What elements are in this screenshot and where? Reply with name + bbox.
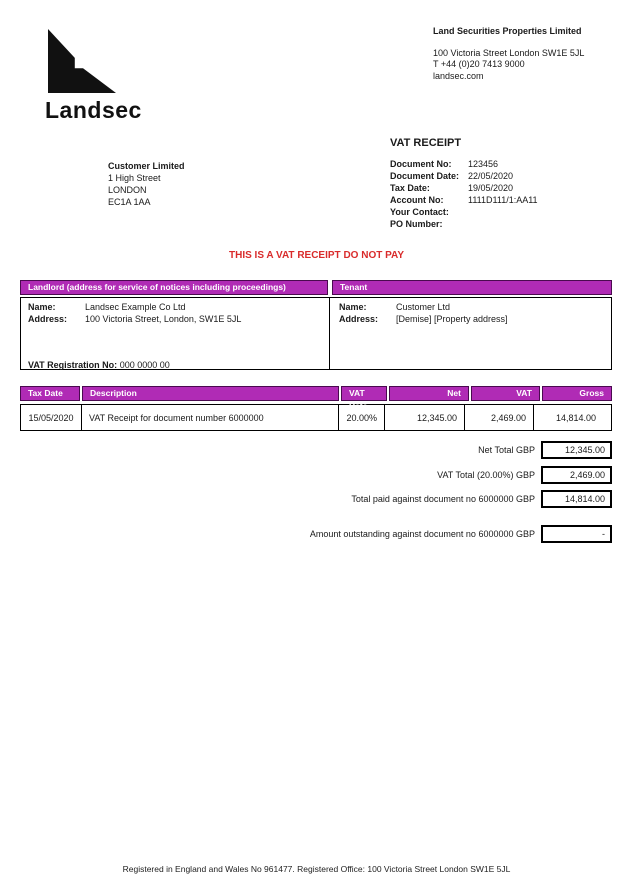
tenant-address-row (339, 313, 611, 325)
field-label: Account No: (390, 195, 444, 205)
table-row (20, 404, 612, 431)
total-paid-row (351, 490, 612, 508)
net-total-row (478, 441, 612, 459)
col-header-vat-rate: VAT Rate (341, 386, 387, 401)
landlord-address-row (28, 313, 329, 325)
tenant-name-row (339, 301, 611, 313)
vat-total-row (437, 466, 612, 484)
cell-vat-rate: 20.00% (338, 405, 384, 430)
col-header-gross: Gross (542, 386, 612, 401)
receipt-field-your-contact (390, 206, 538, 218)
landlord-name: Landsec Example Co Ltd (85, 302, 186, 312)
landsec-logo-icon (48, 29, 116, 93)
field-value: 19/05/2020 (468, 183, 514, 193)
receipt-field-po-number (390, 218, 538, 230)
receipt-field-account-no (390, 194, 538, 206)
company-info (433, 26, 584, 82)
receipt-meta (390, 137, 538, 230)
receipt-field-document-date (390, 170, 538, 182)
field-label: Tax Date: (390, 183, 430, 193)
cell-tax-date: 15/05/2020 (28, 412, 74, 423)
field-value: 1111D111/1:AA11 (468, 195, 538, 205)
parties-table-header (20, 280, 612, 295)
receipt-field-document-no (390, 158, 538, 170)
brand-wordmark: Landsec (45, 97, 142, 123)
col-header-net: Net (389, 386, 469, 401)
vat-registration-label: VAT Registration No: (28, 360, 118, 370)
company-website: landsec.com (433, 70, 484, 81)
cell-vat: 2,469.00 (464, 405, 533, 430)
registered-office-footer: Registered in England and Wales No 961477. Registered Office: 100 Victoria Street London SW1E 5JL (122, 864, 511, 874)
col-header-tax-date: Tax Date (20, 386, 80, 401)
amount-outstanding-label: Amount outstanding against document no 6000000 GBP (309, 529, 535, 539)
tenant-cell (330, 298, 611, 369)
line-items-header (20, 386, 612, 411)
col-header-vat: VAT (471, 386, 540, 401)
total-paid-value-box: 14,814.00 (541, 490, 612, 508)
net-total-value-box: 12,345.00 (541, 441, 612, 459)
total-paid-label: Total paid against document no 6000000 GBP (351, 494, 535, 504)
receipt-field-tax-date (390, 182, 538, 194)
company-name: Land Securities Properties Limited (433, 26, 582, 36)
field-label: Document No: (390, 159, 452, 169)
customer-city: LONDON (108, 185, 147, 195)
landlord-header-cell: Landlord (address for service of notices including proceedings) (20, 280, 328, 295)
totals-section (20, 441, 612, 551)
receipt-title: VAT RECEIPT (390, 137, 462, 149)
field-label: PO Number: (390, 219, 443, 229)
address-label: Address: (339, 314, 379, 324)
tenant-name: Customer Ltd (396, 302, 451, 312)
cell-gross: 14,814.00 (533, 405, 603, 430)
vat-registration-row (28, 360, 170, 370)
field-label: Document Date: (390, 171, 460, 181)
customer-address (108, 160, 185, 208)
name-label: Name: (28, 302, 56, 312)
parties-table (20, 280, 612, 370)
landlord-cell (21, 298, 330, 369)
cell-description: VAT Receipt for document number 6000000 (81, 405, 338, 430)
amount-outstanding-row (310, 525, 612, 543)
field-value: 123456 (468, 159, 499, 169)
field-label: Your Contact: (390, 207, 449, 217)
landlord-address: 100 Victoria Street, London, SW1E 5JL (85, 314, 242, 324)
vat-total-value-box: 2,469.00 (541, 466, 612, 484)
address-label: Address: (28, 314, 68, 324)
name-label: Name: (339, 302, 367, 312)
amount-outstanding-value-box: - (541, 525, 612, 543)
line-items-table (20, 386, 612, 431)
field-value: 22/05/2020 (468, 171, 514, 181)
net-total-label: Net Total GBP (478, 445, 535, 455)
vat-registration-value: 000 0000 00 (119, 360, 170, 370)
do-not-pay-warning: THIS IS A VAT RECEIPT DO NOT PAY (228, 250, 405, 261)
company-phone: T +44 (0)20 7413 9000 (433, 59, 525, 69)
customer-street: 1 High Street (108, 173, 161, 183)
parties-table-body (20, 297, 612, 370)
customer-postcode: EC1A 1AA (108, 197, 151, 207)
cell-net: 12,345.00 (384, 405, 464, 430)
company-address: 100 Victoria Street London SW1E 5JL (433, 47, 585, 58)
tenant-header-cell: Tenant (332, 280, 612, 295)
vat-total-label: VAT Total (20.00%) GBP (437, 470, 535, 480)
landlord-name-row (28, 301, 329, 313)
customer-name: Customer Limited (108, 161, 185, 171)
col-header-description: Description (82, 386, 339, 401)
tenant-address: [Demise] [Property address] (396, 314, 508, 324)
